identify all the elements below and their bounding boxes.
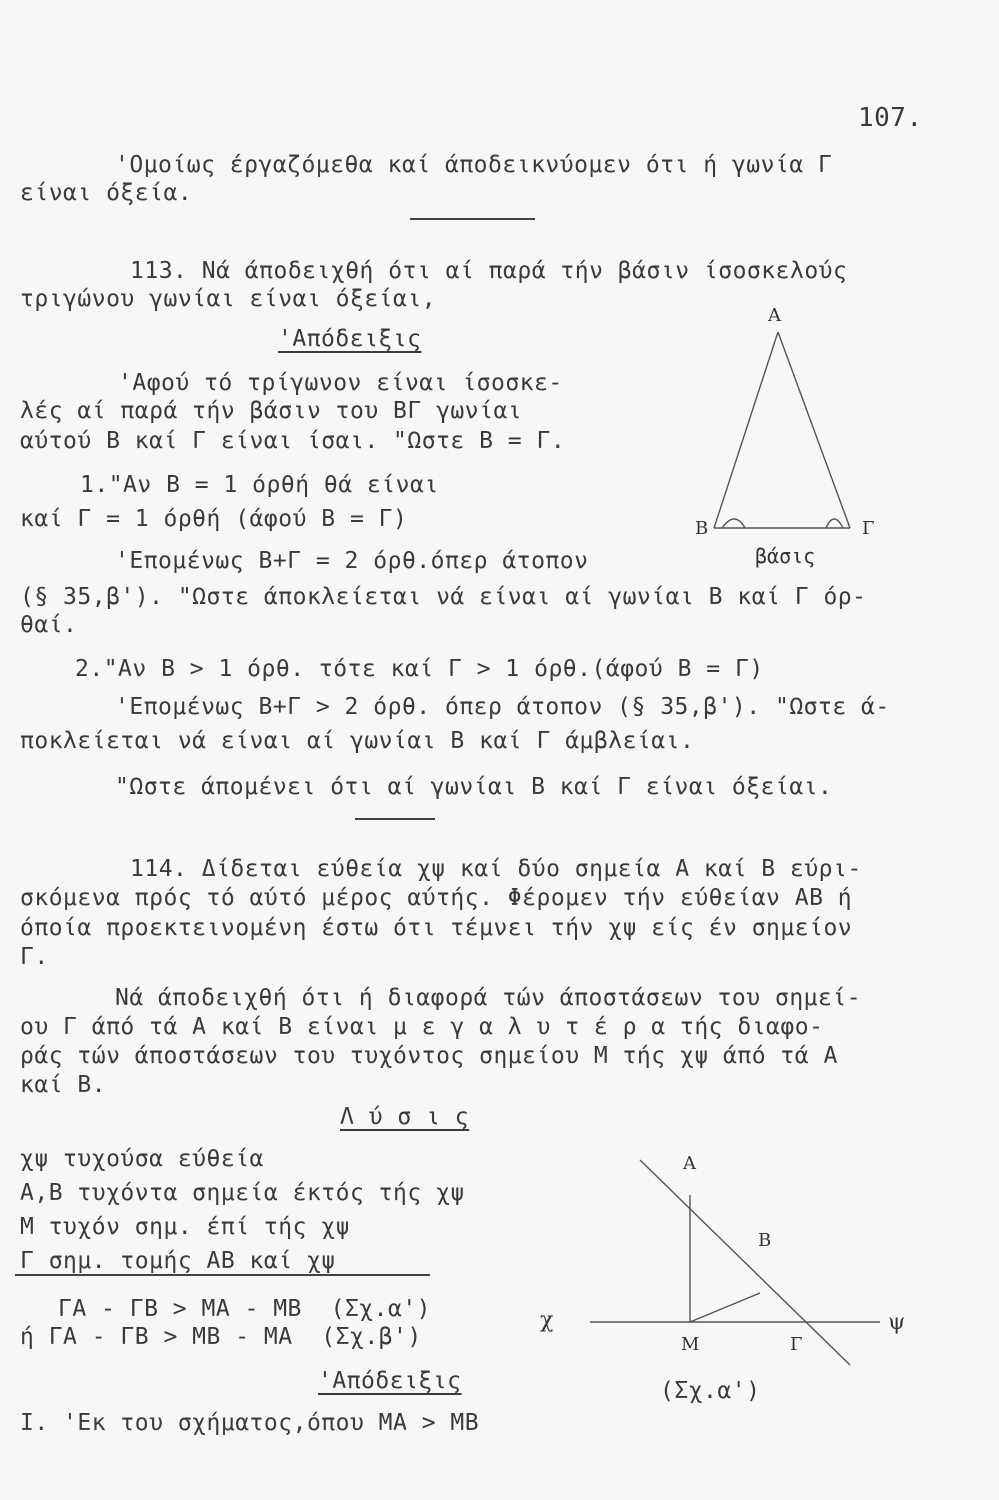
text-line: (§ 35,β'). "Ωστε άποκλείεται νά είναι αί γωνίαι Β καί Γ όρ- [20, 584, 867, 610]
text-line: 'Αφού τό τρίγωνον είναι ίσοσκε- [118, 370, 563, 396]
section-divider [355, 818, 435, 820]
label-base: βάσις [755, 544, 816, 568]
label-a: Α [768, 305, 781, 326]
proof-heading: 'Απόδειξις [278, 326, 422, 352]
problem-114-statement: σκόμενα πρός τό αύτό μέρος αύτής. Φέρομεν τήν εύθείαν ΑΒ ή [20, 885, 853, 911]
problem-114-statement: όποία προεκτεινομένη έστω ότι τέμνει τήν χψ είς έν σημείον [20, 915, 853, 941]
problem-113-statement: 113. Νά άποδειχθή ότι αί παρά τήν βάσιν ίσοσκελούς [130, 258, 848, 284]
text-line: Νά άποδειχθή ότι ή διαφορά τών άποστάσεων του σημεί- [115, 985, 862, 1011]
text-line: είναι όξεία. [20, 180, 193, 206]
text-line: Ι. 'Εκ του σχήματος,όπου ΜΑ > ΜΒ [20, 1410, 480, 1436]
text-line: 'Ομοίως έργαζόμεθα καί άποδεικνύομεν ότι ή γωνία Γ [115, 152, 833, 178]
fig2-label-g: Γ [790, 1334, 803, 1355]
text-line: θαί. [20, 612, 78, 638]
label-b: Β [695, 518, 709, 539]
text-line: ποκλείεται νά είναι αί γωνίαι Β καί Γ άμβλείαι. [20, 728, 695, 754]
fig2-label-psi: ψ [888, 1310, 906, 1335]
problem-114-statement: 114. Δίδεται εύθεία χψ καί δύο σημεία Α καί Β εύρι- [130, 856, 862, 882]
text-line: καί Β. [20, 1072, 107, 1098]
given-line: Α,Β τυχόντα σημεία έκτός τής χψ [20, 1180, 465, 1206]
section-divider [410, 218, 535, 220]
figure-caption: (Σχ.α') [660, 1378, 761, 1404]
text-line: "Ωστε άπομένει ότι αί γωνίαι Β καί Γ είναι όξείαι. [115, 774, 833, 800]
fig2-label-m: Μ [681, 1334, 700, 1355]
text-line: καί Γ = 1 όρθή (άφού Β = Γ) [20, 506, 408, 532]
problem-113-statement: τριγώνου γωνίαι είναι όξείαι, [20, 286, 437, 312]
proof-heading: 'Απόδειξις [318, 1368, 462, 1394]
solution-heading: Λ ύ σ ι ς [340, 1104, 470, 1130]
text-line: ράς τών άποστάσεων του τυχόντος σημείου Μ τής χψ άπό τά Α [20, 1043, 838, 1069]
page-number: 107. [858, 103, 923, 133]
result-line: ΓΑ - ΓΒ > ΜΑ - ΜΒ (Σχ.α') [58, 1296, 432, 1322]
text-line: 1."Αν Β = 1 όρθή θά είναι [80, 472, 439, 498]
given-line: Μ τυχόν σημ. έπί τής χψ [20, 1214, 350, 1240]
text-line: ου Γ άπό τά Α καί Β είναι μ ε γ α λ υ τ έ ρ α τής διαφο- [20, 1014, 824, 1040]
result-line: ή ΓΑ - ΓΒ > ΜΒ - ΜΑ (Σχ.β') [20, 1324, 422, 1350]
text-line: λές αί παρά τήν βάσιν του ΒΓ γωνίαι [20, 398, 523, 424]
given-line: χψ τυχούσα εύθεία [20, 1146, 264, 1172]
text-line: 2."Αν Β > 1 όρθ. τότε καί Γ > 1 όρθ.(άφού Β = Γ) [75, 656, 764, 682]
fig2-label-a: Α [683, 1153, 696, 1174]
fig2-label-x: χ [540, 1308, 554, 1333]
text-line: 'Επομένως Β+Γ = 2 όρθ.όπερ άτοπον [115, 548, 589, 574]
text-line: 'Επομένως Β+Γ > 2 όρθ. όπερ άτοπον (§ 35,β'). "Ωστε ά- [115, 694, 890, 720]
text-line: αύτού Β καί Γ είναι ίσαι. "Ωστε Β = Γ. [20, 428, 566, 454]
given-underline [15, 1274, 430, 1276]
fig2-label-b: Β [758, 1230, 772, 1251]
problem-114-statement: Γ. [20, 944, 49, 970]
label-g: Γ [862, 518, 875, 539]
given-line: Γ σημ. τομής ΑΒ καί χψ [20, 1248, 336, 1274]
